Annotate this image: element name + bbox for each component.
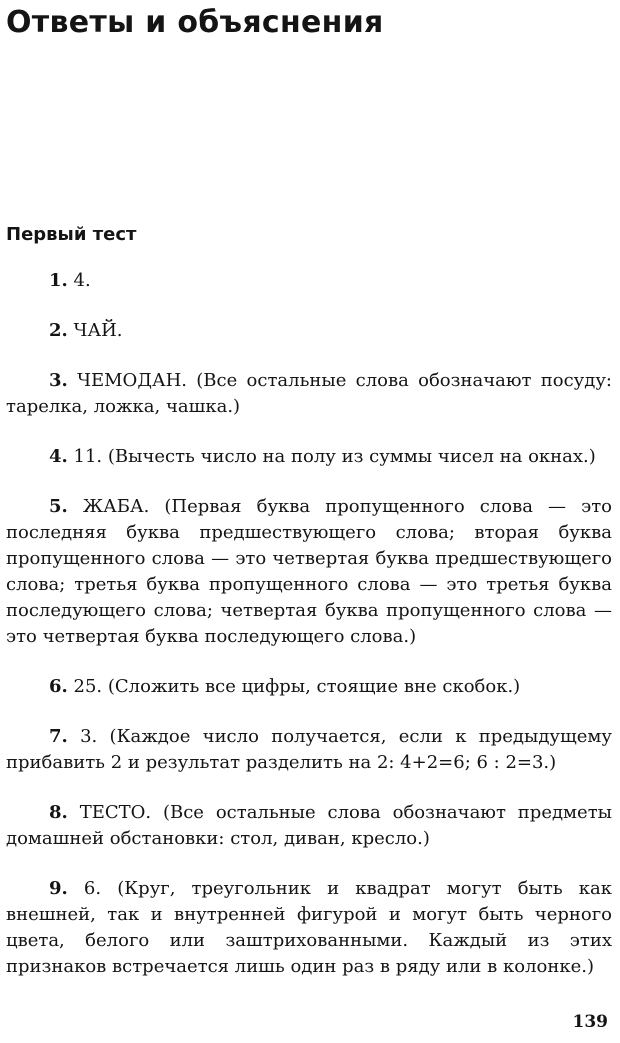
answer-text: ЧЕМОДАН. (Все остальные слова обозначают посуду: тарелка, ложка, чашка.) (6, 370, 612, 417)
page-number: 139 (572, 1012, 608, 1032)
answer-text: 3. (Каждое число получается, если к предыдущему прибавить 2 и результат разделить на 2: 4+2=6; 6 : 2=3.) (6, 726, 612, 773)
answer-item (6, 674, 612, 700)
answer-text: 11. (Вычесть число на полу из суммы чисел на окнах.) (73, 446, 596, 467)
answer-item (6, 800, 612, 852)
answer-item (6, 368, 612, 420)
answer-list (6, 268, 612, 1004)
answer-text: 25. (Сложить все цифры, стоящие вне скобок.) (73, 676, 521, 697)
answer-item (6, 494, 612, 650)
answer-number: 2. (49, 320, 68, 341)
answer-item (6, 876, 612, 980)
page-title: Ответы и объяснения (6, 5, 384, 40)
answer-item (6, 318, 612, 344)
answer-text: ТЕСТО. (Все остальные слова обозначают предметы домашней обстановки: стол, диван, кресло.) (6, 802, 612, 849)
answer-item (6, 724, 612, 776)
answer-number: 5. (49, 496, 68, 517)
section-heading: Первый тест (6, 224, 137, 245)
answer-text: 4. (73, 270, 91, 291)
answer-text: 6. (Круг, треугольник и квадрат могут быть как внешней, так и внутренней фигурой и могут быть черного цвета, белого или заштрихованными. Каждый из этих признаков встречается лишь один раз в ряду или в колонке.) (6, 878, 612, 977)
answer-text: ЧАЙ. (73, 320, 123, 341)
answer-number: 9. (49, 878, 68, 899)
answer-item (6, 268, 612, 294)
answer-number: 8. (49, 802, 68, 823)
answer-number: 1. (49, 270, 68, 291)
answer-number: 7. (49, 726, 68, 747)
answer-number: 3. (49, 370, 68, 391)
answer-text: ЖАБА. (Первая буква пропущенного слова — это последняя буква предшествующего слова; вторая буква пропущенного слова — это четвертая буква предшествующего слова; третья буква пропущенного слова — это третья буква последующего слова; четвертая буква пропущенного слова — это четвертая буква последующего слова.) (6, 496, 612, 647)
answer-item (6, 444, 612, 470)
answer-number: 4. (49, 446, 68, 467)
answer-number: 6. (49, 676, 68, 697)
